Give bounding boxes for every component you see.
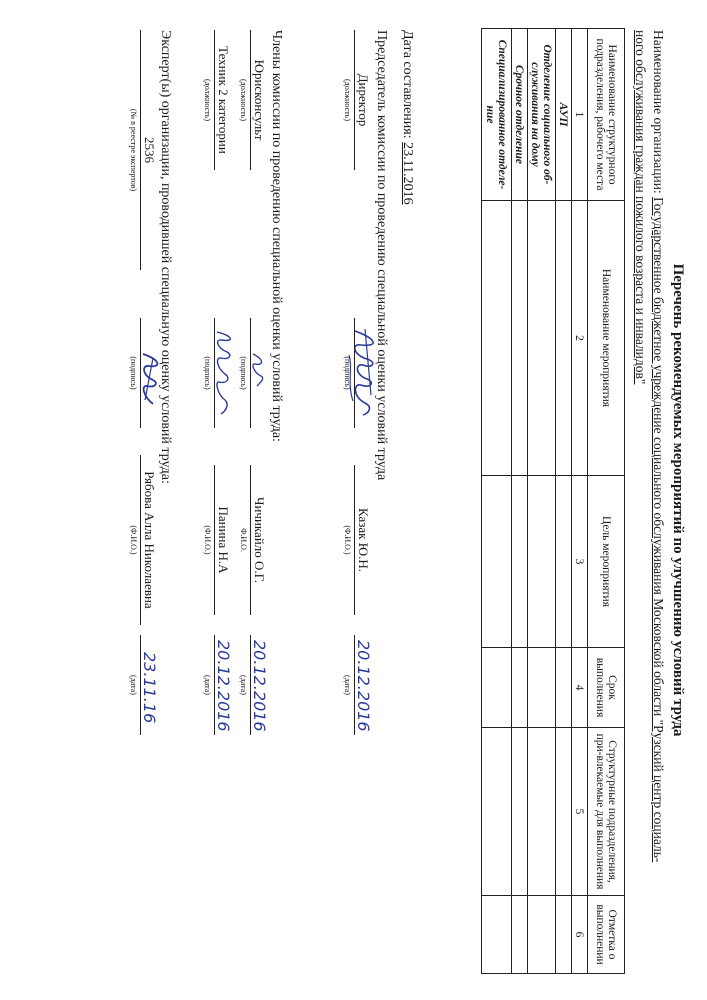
document-title: Перечень рекомендуемых мероприятий по улучшению условий труда bbox=[670, 263, 686, 737]
column-number: 6 bbox=[572, 896, 588, 974]
empty-cell bbox=[482, 648, 512, 728]
column-number: 3 bbox=[572, 476, 588, 648]
measures-table bbox=[481, 28, 625, 974]
empty-cell bbox=[528, 728, 556, 896]
empty-cell bbox=[512, 648, 528, 728]
member-name: Чичикайло О.Г. bbox=[252, 497, 267, 583]
signature-line bbox=[250, 465, 251, 615]
empty-cell bbox=[556, 896, 572, 974]
header-deadline: Срок выполнения bbox=[588, 648, 625, 728]
signature-line bbox=[250, 318, 251, 428]
empty-cell bbox=[512, 728, 528, 896]
header-divisions: Структурные подразделения, при-влекаемые для выполнения bbox=[588, 728, 625, 896]
signature-caption: (подпись) bbox=[343, 356, 352, 390]
signature-line bbox=[214, 30, 215, 170]
signature-line bbox=[214, 318, 215, 428]
fio-caption: (Ф.И.О.) bbox=[343, 525, 352, 555]
fio-caption: Ф.И.О. bbox=[239, 528, 248, 552]
empty-cell bbox=[528, 201, 556, 476]
member-signature bbox=[249, 350, 267, 390]
signature-caption: (подпись) bbox=[203, 356, 212, 390]
compilation-date-label: Дата составления: bbox=[400, 30, 415, 143]
compilation-date: 23.11.2016 bbox=[400, 142, 415, 205]
fio-caption: (Ф.И.О.) bbox=[129, 525, 138, 555]
expert-date-handwritten: 23.11.16 bbox=[140, 652, 159, 724]
chairman-position: Директор bbox=[356, 73, 371, 127]
empty-cell bbox=[556, 201, 572, 476]
expert-registry-number: 2536 bbox=[142, 137, 157, 163]
signature-line bbox=[140, 455, 141, 625]
signature-line bbox=[140, 30, 141, 270]
department-cell: АУП bbox=[556, 29, 572, 201]
fio-caption: (Ф.И.О.) bbox=[203, 525, 212, 555]
table-row bbox=[556, 29, 572, 974]
empty-cell bbox=[556, 476, 572, 648]
column-number: 4 bbox=[572, 648, 588, 728]
signature-line bbox=[214, 465, 215, 615]
member-name: Панина Н.А bbox=[216, 506, 231, 574]
signature-line bbox=[354, 465, 355, 615]
signature-line bbox=[250, 30, 251, 170]
expert-title: Эксперт(ы) организации, проводившей специальную оценку условий труда: bbox=[158, 30, 173, 484]
empty-cell bbox=[556, 728, 572, 896]
organization-label: Наименование организации: bbox=[651, 30, 666, 198]
empty-cell bbox=[556, 648, 572, 728]
empty-cell bbox=[482, 476, 512, 648]
department-cell: Отделение социального об-служивания на дому bbox=[528, 29, 556, 201]
chairman-name: Казак Ю.Н. bbox=[356, 508, 371, 572]
signature-line bbox=[140, 318, 141, 428]
empty-cell bbox=[482, 728, 512, 896]
member-position: Юрисконсульт bbox=[252, 59, 267, 141]
empty-cell bbox=[512, 201, 528, 476]
signature-line bbox=[354, 30, 355, 170]
position-caption: (должность) bbox=[239, 79, 248, 121]
table-row bbox=[482, 29, 512, 974]
table-row bbox=[512, 29, 528, 974]
department-cell: Срочное отделение bbox=[512, 29, 528, 201]
empty-cell bbox=[528, 476, 556, 648]
header-completion: Отметка о выполнении bbox=[588, 896, 625, 974]
position-caption: (должность) bbox=[343, 79, 352, 121]
empty-cell bbox=[512, 476, 528, 648]
column-number: 1 bbox=[572, 29, 588, 201]
date-caption: (дата) bbox=[343, 675, 352, 695]
expert-name: Рябова Алла Николаевна bbox=[142, 471, 157, 609]
organization-name-part-2: ного обслуживания граждан пожилого возраста и инвалидов" bbox=[633, 30, 648, 385]
department-cell: Специализированное отделе-ние bbox=[482, 29, 512, 201]
table-row bbox=[528, 29, 556, 974]
signature-caption: (подпись) bbox=[129, 356, 138, 390]
signature-line bbox=[354, 318, 355, 428]
chairman-title: Председатель комиссии по проведению специальной оценки условий труда bbox=[374, 30, 389, 481]
registry-caption: (№ в реестре экспертов) bbox=[129, 108, 138, 192]
date-caption: (дата) bbox=[203, 675, 212, 695]
column-numbers-row bbox=[572, 29, 588, 974]
empty-cell bbox=[482, 896, 512, 974]
organization-line-1 bbox=[650, 30, 666, 862]
member-date-handwritten: 20.12.2016 bbox=[250, 640, 269, 732]
signature-line bbox=[140, 635, 141, 735]
header-goal: Цель мероприятия bbox=[588, 476, 625, 648]
signature-line bbox=[250, 635, 251, 735]
empty-cell bbox=[528, 648, 556, 728]
signature-line bbox=[354, 635, 355, 735]
empty-cell bbox=[512, 896, 528, 974]
signature-line bbox=[214, 635, 215, 735]
header-department: Наименование структурного подразделения, рабочего места bbox=[588, 29, 625, 201]
organization-name-part-1: Государственное бюджетное учреждение социального обслуживания Московской области "Рузский центр социаль- bbox=[651, 197, 666, 863]
member-signature bbox=[213, 328, 237, 418]
position-caption: (должность) bbox=[203, 79, 212, 121]
table-header-row bbox=[588, 29, 625, 974]
empty-cell bbox=[528, 896, 556, 974]
column-number: 5 bbox=[572, 728, 588, 896]
member-date-handwritten: 20.12.2016 bbox=[214, 640, 233, 732]
member-position: Техник 2 категории bbox=[216, 46, 231, 154]
header-measure: Наименование мероприятия bbox=[588, 201, 625, 476]
date-caption: (дата) bbox=[129, 675, 138, 695]
column-number: 2 bbox=[572, 201, 588, 476]
date-caption: (дата) bbox=[239, 675, 248, 695]
compilation-date-line bbox=[399, 30, 415, 205]
chairman-date-handwritten: 20.12.2016 bbox=[354, 640, 373, 732]
empty-cell bbox=[482, 201, 512, 476]
signature-caption: (подпись) bbox=[239, 356, 248, 390]
members-title: Члены комиссии по проведению специальной оценки условий труда: bbox=[269, 30, 284, 442]
